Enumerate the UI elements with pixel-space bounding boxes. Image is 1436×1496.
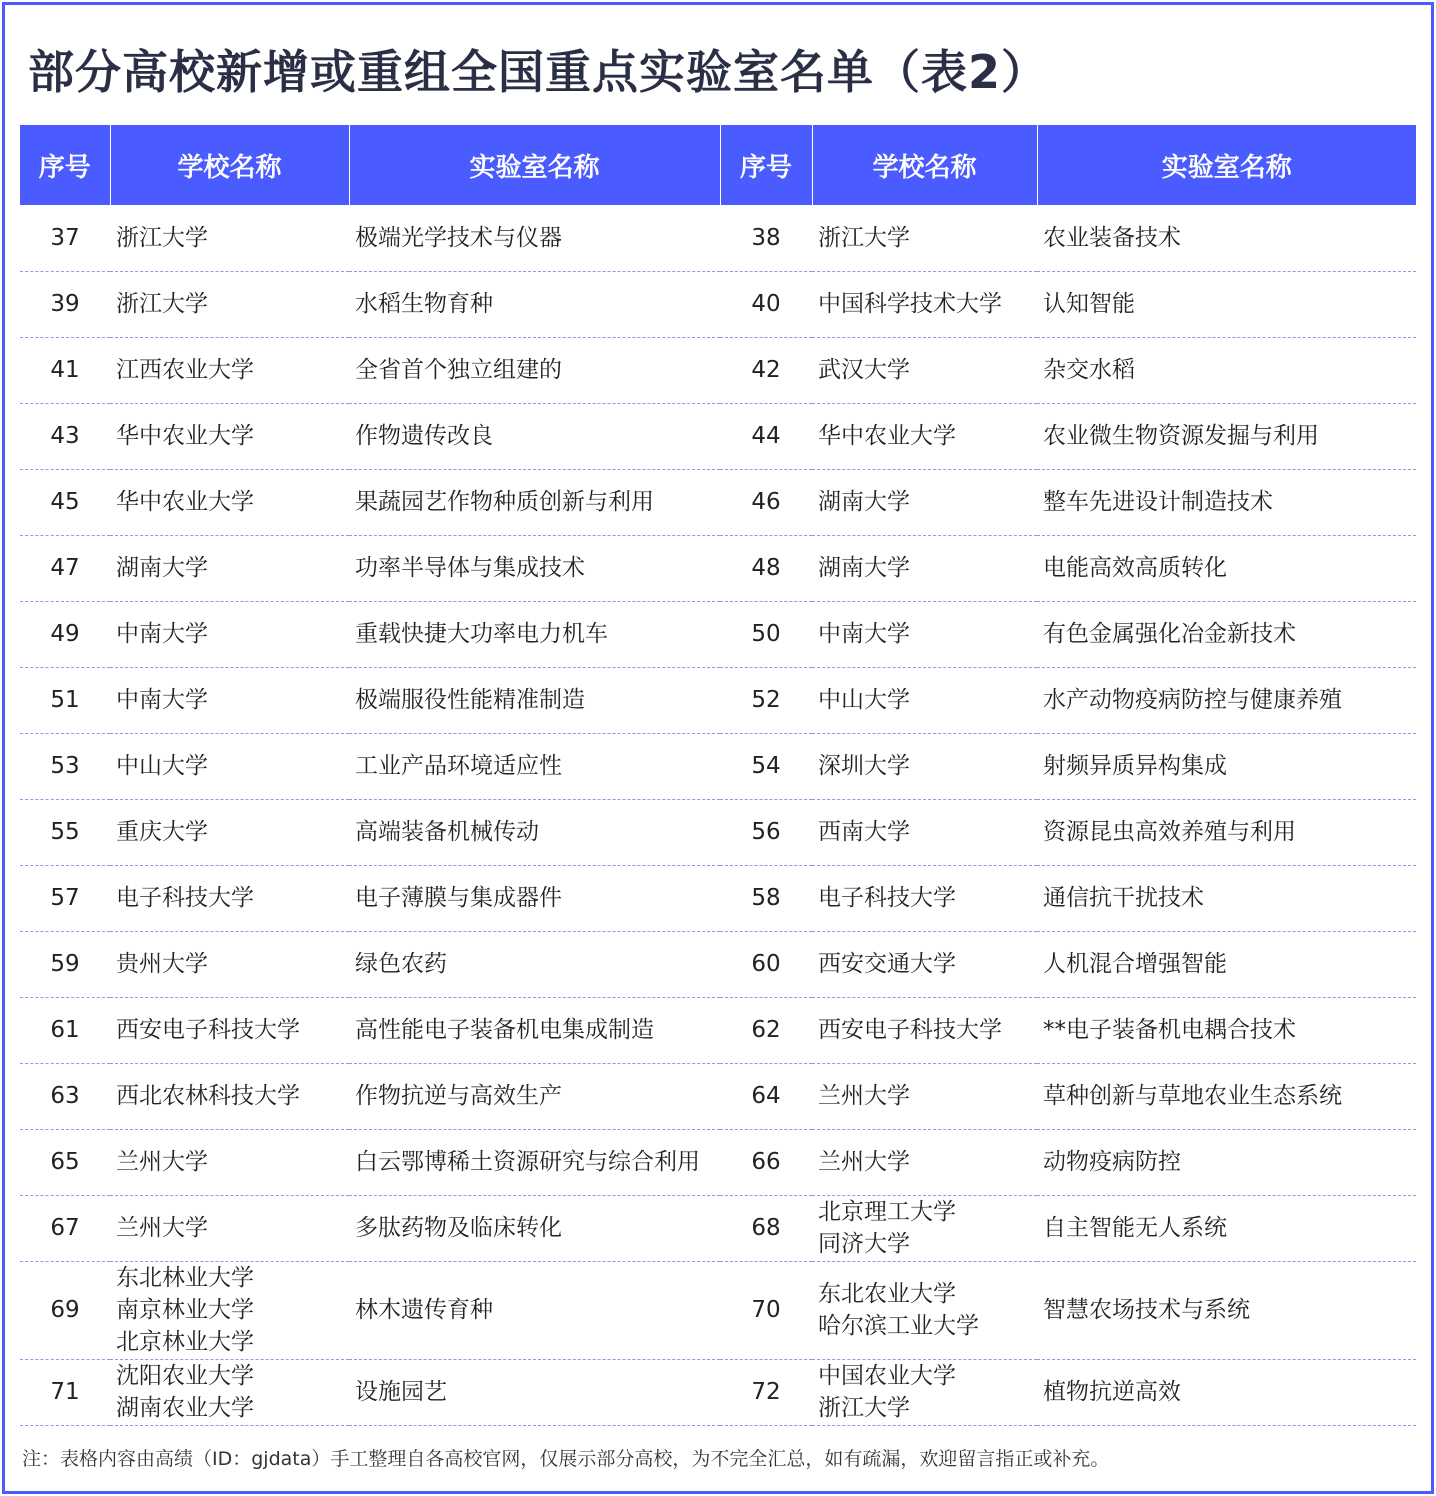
school-name-line: 中山大学 bbox=[116, 753, 208, 779]
seq-number-right: 40 bbox=[720, 271, 812, 337]
seq-number-right: 66 bbox=[720, 1129, 812, 1195]
seq-number-left: 55 bbox=[20, 799, 110, 865]
school-name-line: 西安电子科技大学 bbox=[818, 1017, 1002, 1043]
seq-number-right: 70 bbox=[720, 1261, 812, 1359]
lab-name-right: 杂交水稻 bbox=[1037, 337, 1416, 403]
seq-number-left: 57 bbox=[20, 865, 110, 931]
school-name-left bbox=[110, 469, 349, 535]
school-name-left bbox=[110, 337, 349, 403]
school-name-left bbox=[110, 931, 349, 997]
school-name-line: 北京林业大学 bbox=[116, 1329, 254, 1355]
school-name-line: 湖南大学 bbox=[116, 555, 208, 581]
lab-name-right: 农业装备技术 bbox=[1037, 205, 1416, 271]
table-row bbox=[20, 1195, 1416, 1261]
table-row bbox=[20, 205, 1416, 271]
school-name-line: 重庆大学 bbox=[116, 819, 208, 845]
lab-name-left: 多肽药物及临床转化 bbox=[349, 1195, 720, 1261]
school-name-line: 华中农业大学 bbox=[116, 423, 254, 449]
header-lab-left: 实验室名称 bbox=[349, 125, 720, 205]
seq-number-right: 60 bbox=[720, 931, 812, 997]
school-name-line: 华中农业大学 bbox=[116, 489, 254, 515]
table-body bbox=[20, 205, 1416, 1425]
seq-number-left: 45 bbox=[20, 469, 110, 535]
seq-number-right: 38 bbox=[720, 205, 812, 271]
school-name-line: 北京理工大学 bbox=[818, 1199, 956, 1225]
school-name-left bbox=[110, 205, 349, 271]
table-row bbox=[20, 799, 1416, 865]
lab-name-right: 资源昆虫高效养殖与利用 bbox=[1037, 799, 1416, 865]
lab-name-right: 智慧农场技术与系统 bbox=[1037, 1261, 1416, 1359]
table-row bbox=[20, 535, 1416, 601]
seq-number-right: 54 bbox=[720, 733, 812, 799]
school-name-right bbox=[812, 1359, 1037, 1425]
lab-name-left: 工业产品环境适应性 bbox=[349, 733, 720, 799]
seq-number-left: 71 bbox=[20, 1359, 110, 1425]
header-seq-left: 序号 bbox=[20, 125, 110, 205]
school-name-left bbox=[110, 865, 349, 931]
school-name-line: 湖南大学 bbox=[818, 489, 910, 515]
lab-name-right: 射频异质异构集成 bbox=[1037, 733, 1416, 799]
school-name-line: 浙江大学 bbox=[818, 224, 910, 251]
footnote: 注：表格内容由高绩（ID：gjdata）手工整理自各高校官网，仅展示部分高校，为不完全汇总，如有疏漏，欢迎留言指正或补充。 bbox=[22, 1448, 1110, 1470]
table-header-row bbox=[20, 125, 1416, 205]
seq-number-left: 63 bbox=[20, 1063, 110, 1129]
header-seq-right: 序号 bbox=[720, 125, 812, 205]
table-row bbox=[20, 469, 1416, 535]
lab-name-left: 绿色农药 bbox=[349, 931, 720, 997]
lab-name-left: 作物抗逆与高效生产 bbox=[349, 1063, 720, 1129]
lab-name-right: 动物疫病防控 bbox=[1037, 1129, 1416, 1195]
school-name-right bbox=[812, 667, 1037, 733]
seq-number-left: 41 bbox=[20, 337, 110, 403]
school-name-line: 湖南大学 bbox=[818, 555, 910, 581]
school-name-right bbox=[812, 403, 1037, 469]
school-name-line: 兰州大学 bbox=[116, 1149, 208, 1175]
school-name-line: 华中农业大学 bbox=[818, 423, 956, 449]
school-name-line: 同济大学 bbox=[818, 1231, 910, 1257]
lab-name-left: 电子薄膜与集成器件 bbox=[349, 865, 720, 931]
school-name-line: 中国农业大学 bbox=[818, 1363, 956, 1389]
school-name-line: 哈尔滨工业大学 bbox=[818, 1313, 979, 1339]
school-name-line: 浙江大学 bbox=[116, 291, 208, 317]
seq-number-left: 69 bbox=[20, 1261, 110, 1359]
school-name-left bbox=[110, 733, 349, 799]
lab-name-right: 通信抗干扰技术 bbox=[1037, 865, 1416, 931]
school-name-left bbox=[110, 1063, 349, 1129]
table-row bbox=[20, 1359, 1416, 1425]
school-name-line: 西安交通大学 bbox=[818, 951, 956, 977]
lab-name-right: 认知智能 bbox=[1037, 271, 1416, 337]
lab-name-left: 果蔬园艺作物种质创新与利用 bbox=[349, 469, 720, 535]
school-name-right bbox=[812, 205, 1037, 271]
seq-number-right: 68 bbox=[720, 1195, 812, 1261]
seq-number-right: 52 bbox=[720, 667, 812, 733]
table-row bbox=[20, 1063, 1416, 1129]
school-name-line: 中南大学 bbox=[818, 621, 910, 647]
seq-number-left: 49 bbox=[20, 601, 110, 667]
lab-name-left: 全省首个独立组建的 bbox=[349, 337, 720, 403]
table-row bbox=[20, 667, 1416, 733]
seq-number-right: 48 bbox=[720, 535, 812, 601]
school-name-left bbox=[110, 1195, 349, 1261]
school-name-line: 中国科学技术大学 bbox=[818, 291, 1002, 317]
school-name-line: 中南大学 bbox=[116, 621, 208, 647]
seq-number-right: 64 bbox=[720, 1063, 812, 1129]
seq-number-right: 58 bbox=[720, 865, 812, 931]
school-name-line: 电子科技大学 bbox=[818, 885, 956, 911]
school-name-right bbox=[812, 601, 1037, 667]
school-name-line: 湖南农业大学 bbox=[116, 1395, 254, 1421]
school-name-line: 深圳大学 bbox=[818, 753, 910, 779]
school-name-line: 武汉大学 bbox=[818, 357, 910, 383]
lab-name-left: 极端服役性能精准制造 bbox=[349, 667, 720, 733]
seq-number-right: 62 bbox=[720, 997, 812, 1063]
table-row bbox=[20, 337, 1416, 403]
seq-number-left: 53 bbox=[20, 733, 110, 799]
school-name-right bbox=[812, 1063, 1037, 1129]
school-name-line: 中南大学 bbox=[116, 687, 208, 713]
seq-number-left: 43 bbox=[20, 403, 110, 469]
table-row bbox=[20, 865, 1416, 931]
lab-name-right: 草种创新与草地农业生态系统 bbox=[1037, 1063, 1416, 1129]
school-name-left bbox=[110, 535, 349, 601]
school-name-line: 电子科技大学 bbox=[116, 885, 254, 911]
seq-number-right: 42 bbox=[720, 337, 812, 403]
lab-name-left: 高性能电子装备机电集成制造 bbox=[349, 997, 720, 1063]
lab-name-left: 水稻生物育种 bbox=[349, 271, 720, 337]
seq-number-right: 46 bbox=[720, 469, 812, 535]
school-name-left bbox=[110, 667, 349, 733]
seq-number-left: 51 bbox=[20, 667, 110, 733]
table-row bbox=[20, 931, 1416, 997]
lab-name-right: 人机混合增强智能 bbox=[1037, 931, 1416, 997]
school-name-right bbox=[812, 271, 1037, 337]
school-name-left bbox=[110, 403, 349, 469]
school-name-right bbox=[812, 865, 1037, 931]
lab-name-right: **电子装备机电耦合技术 bbox=[1037, 997, 1416, 1063]
school-name-line: 东北农业大学 bbox=[818, 1281, 956, 1307]
lab-name-left: 功率半导体与集成技术 bbox=[349, 535, 720, 601]
school-name-right bbox=[812, 997, 1037, 1063]
school-name-left bbox=[110, 1129, 349, 1195]
header-school-left: 学校名称 bbox=[110, 125, 349, 205]
school-name-line: 西安电子科技大学 bbox=[116, 1017, 300, 1043]
lab-name-right: 电能高效高质转化 bbox=[1037, 535, 1416, 601]
school-name-line: 中山大学 bbox=[818, 687, 910, 713]
school-name-line: 沈阳农业大学 bbox=[116, 1363, 254, 1389]
seq-number-left: 67 bbox=[20, 1195, 110, 1261]
table-row bbox=[20, 1129, 1416, 1195]
school-name-line: 兰州大学 bbox=[116, 1215, 208, 1241]
seq-number-right: 72 bbox=[720, 1359, 812, 1425]
page-title: 部分高校新增或重组全国重点实验室名单（表2） bbox=[28, 45, 1049, 99]
school-name-right bbox=[812, 469, 1037, 535]
table-row bbox=[20, 403, 1416, 469]
table-row bbox=[20, 997, 1416, 1063]
lab-name-right: 自主智能无人系统 bbox=[1037, 1195, 1416, 1261]
school-name-line: 东北林业大学 bbox=[116, 1265, 254, 1291]
lab-name-left: 高端装备机械传动 bbox=[349, 799, 720, 865]
seq-number-left: 61 bbox=[20, 997, 110, 1063]
school-name-line: 贵州大学 bbox=[116, 951, 208, 977]
school-name-right bbox=[812, 337, 1037, 403]
header-lab-right: 实验室名称 bbox=[1037, 125, 1416, 205]
school-name-left bbox=[110, 271, 349, 337]
school-name-right bbox=[812, 1129, 1037, 1195]
school-name-right bbox=[812, 931, 1037, 997]
school-name-right bbox=[812, 799, 1037, 865]
lab-name-left: 设施园艺 bbox=[349, 1359, 720, 1425]
table-row bbox=[20, 271, 1416, 337]
seq-number-left: 37 bbox=[20, 205, 110, 271]
school-name-line: 西北农林科技大学 bbox=[116, 1083, 300, 1109]
school-name-left bbox=[110, 601, 349, 667]
lab-name-left: 重载快捷大功率电力机车 bbox=[349, 601, 720, 667]
lab-name-left: 林木遗传育种 bbox=[349, 1261, 720, 1359]
lab-name-left: 白云鄂博稀土资源研究与综合利用 bbox=[349, 1129, 720, 1195]
seq-number-left: 39 bbox=[20, 271, 110, 337]
lab-name-right: 农业微生物资源发掘与利用 bbox=[1037, 403, 1416, 469]
seq-number-left: 47 bbox=[20, 535, 110, 601]
school-name-line: 浙江大学 bbox=[116, 224, 208, 251]
school-name-line: 浙江大学 bbox=[818, 1395, 910, 1421]
table-row bbox=[20, 733, 1416, 799]
seq-number-right: 44 bbox=[720, 403, 812, 469]
school-name-left bbox=[110, 1261, 349, 1359]
lab-name-right: 有色金属强化冶金新技术 bbox=[1037, 601, 1416, 667]
table-row bbox=[20, 1261, 1416, 1359]
seq-number-left: 59 bbox=[20, 931, 110, 997]
lab-name-left: 极端光学技术与仪器 bbox=[349, 205, 720, 271]
table-row bbox=[20, 601, 1416, 667]
school-name-left bbox=[110, 799, 349, 865]
lab-name-right: 水产动物疫病防控与健康养殖 bbox=[1037, 667, 1416, 733]
school-name-line: 兰州大学 bbox=[818, 1149, 910, 1175]
school-name-left bbox=[110, 1359, 349, 1425]
labs-table bbox=[20, 125, 1416, 1426]
school-name-line: 江西农业大学 bbox=[116, 357, 254, 383]
seq-number-right: 56 bbox=[720, 799, 812, 865]
school-name-right bbox=[812, 535, 1037, 601]
school-name-line: 西南大学 bbox=[818, 819, 910, 845]
school-name-line: 南京林业大学 bbox=[116, 1297, 254, 1323]
lab-name-right: 植物抗逆高效 bbox=[1037, 1359, 1416, 1425]
seq-number-left: 65 bbox=[20, 1129, 110, 1195]
lab-name-right: 整车先进设计制造技术 bbox=[1037, 469, 1416, 535]
school-name-line: 兰州大学 bbox=[818, 1083, 910, 1109]
school-name-right bbox=[812, 733, 1037, 799]
lab-name-left: 作物遗传改良 bbox=[349, 403, 720, 469]
header-school-right: 学校名称 bbox=[812, 125, 1037, 205]
school-name-left bbox=[110, 997, 349, 1063]
seq-number-right: 50 bbox=[720, 601, 812, 667]
school-name-right bbox=[812, 1195, 1037, 1261]
school-name-right bbox=[812, 1261, 1037, 1359]
